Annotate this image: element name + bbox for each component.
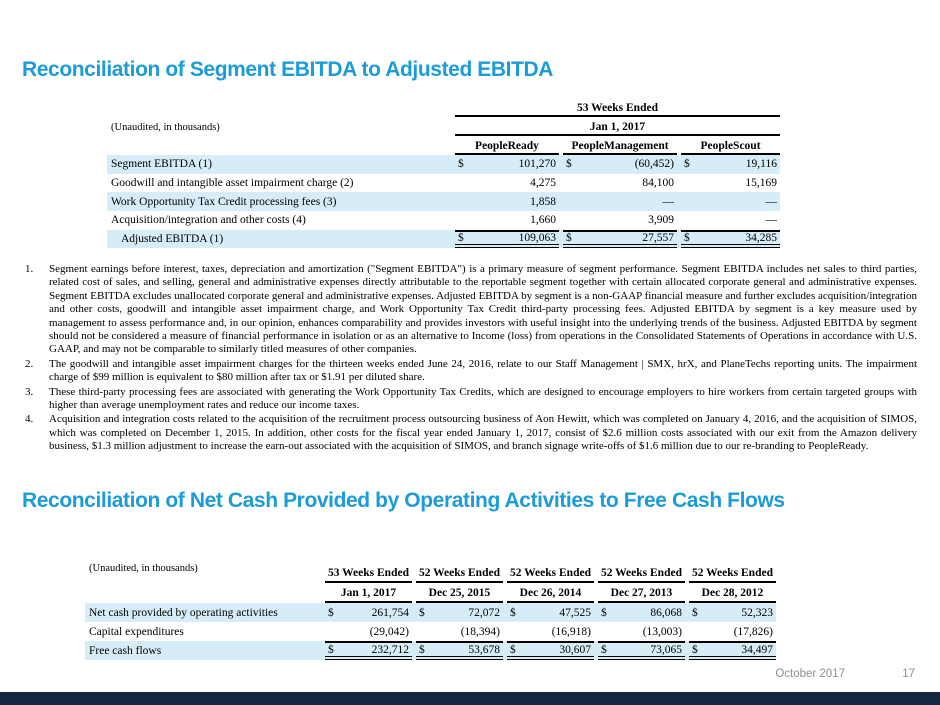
cell-value: (16,918) bbox=[551, 625, 591, 638]
date-header: Jan 1, 2017 bbox=[455, 119, 780, 136]
cell-value: 1,858 bbox=[530, 195, 556, 208]
section2-title: Reconciliation of Net Cash Provided by Operating Activities to Free Cash Flows bbox=[22, 489, 785, 512]
currency-symbol: $ bbox=[510, 643, 516, 656]
segment-ebitda-table bbox=[107, 100, 780, 248]
cell bbox=[598, 603, 685, 622]
currency-symbol: $ bbox=[601, 606, 607, 619]
column-headers bbox=[455, 138, 780, 155]
cell-value: 1,660 bbox=[530, 214, 556, 227]
cell-value: (60,452) bbox=[634, 158, 674, 171]
footnote-3 bbox=[25, 386, 917, 413]
table2-header bbox=[85, 553, 776, 583]
cell-value: 34,497 bbox=[741, 643, 773, 656]
currency-symbol: $ bbox=[566, 232, 572, 245]
row-label: Adjusted EBITDA (1) bbox=[121, 233, 224, 246]
period-header: 52 Weeks Ended bbox=[416, 553, 503, 583]
period-header: 53 Weeks Ended bbox=[455, 100, 780, 117]
date-header: Dec 26, 2014 bbox=[507, 585, 594, 603]
cell-value: 53,678 bbox=[468, 643, 500, 656]
footnote-text: Acquisition and integration costs related to the acquisition of the recruitment process outsourcing business of Aon Hewitt, which was completed on January 4, 2016, and the acquisition of SIMOS, which was completed on December 1, 2015. In addition, other costs for the fiscal year ended January 1, 2017, consist of $2.6 million costs associated with our exit from the Amazon delivery business, $1.3 million adjustment to increase the earn-out associated with the acquisition of SIMOS, and branch signage write-offs of $1.6 million due to our re-branding to PeopleReady. bbox=[49, 413, 917, 453]
currency-symbol: $ bbox=[328, 643, 334, 656]
footer-page-number: 17 bbox=[902, 668, 915, 680]
currency-symbol: $ bbox=[419, 643, 425, 656]
cell bbox=[598, 641, 685, 660]
column-header-peoplescout: PeopleScout bbox=[681, 138, 780, 155]
row-label: Free cash flows bbox=[89, 644, 162, 657]
cell-value: 19,116 bbox=[745, 158, 777, 171]
row-label: Net cash provided by operating activities bbox=[89, 606, 278, 619]
footnote-number: 3. bbox=[25, 385, 34, 398]
footnote-text: These third-party processing fees are associated with generating the Work Opportunity Tax Credits, which are designed to encourage employers to hire workers from certain targeted groups with higher than average unemployment rates and reduce our income taxes. bbox=[49, 385, 917, 412]
free-cash-flow-table bbox=[85, 553, 776, 660]
cell bbox=[455, 192, 559, 211]
cell bbox=[507, 622, 594, 641]
currency-symbol: $ bbox=[692, 643, 698, 656]
table-row bbox=[107, 211, 780, 230]
cell-value: 73,065 bbox=[650, 643, 682, 656]
bottom-accent-bar bbox=[0, 692, 940, 705]
table-total-row bbox=[107, 230, 780, 249]
cell-value: (13,003) bbox=[642, 625, 682, 638]
currency-symbol: $ bbox=[458, 232, 464, 245]
cell bbox=[681, 174, 780, 193]
cell bbox=[689, 603, 776, 622]
currency-symbol: $ bbox=[684, 158, 690, 171]
row-label: Acquisition/integration and other costs (4) bbox=[111, 214, 306, 227]
cell-value: 27,557 bbox=[642, 232, 674, 245]
cell-value: — bbox=[662, 195, 674, 208]
cell-value: 52,323 bbox=[741, 606, 773, 619]
cell bbox=[563, 211, 677, 230]
unaudited-label: (Unaudited, in thousands) bbox=[89, 562, 198, 574]
date-header: Dec 25, 2015 bbox=[416, 585, 503, 603]
cell bbox=[325, 622, 412, 641]
cell-value: — bbox=[765, 195, 777, 208]
cell bbox=[455, 174, 559, 193]
table1-period-area bbox=[455, 100, 780, 155]
cell-value: 4,275 bbox=[530, 177, 556, 190]
currency-symbol: $ bbox=[601, 643, 607, 656]
cell-value: (17,826) bbox=[733, 625, 773, 638]
cell bbox=[455, 155, 559, 174]
footnotes-list bbox=[25, 263, 917, 455]
column-header-peopleready: PeopleReady bbox=[455, 138, 559, 155]
cell bbox=[689, 641, 776, 660]
cell bbox=[455, 211, 559, 230]
cell-value: 47,525 bbox=[559, 606, 591, 619]
footnote-text: The goodwill and intangible asset impairment charges for the thirteen weeks ended June 24, 2016, relate to our Staff Management | SMX, hrX, and PlaneTechs reporting units. The impairment charge of $99 million is equivalent to $80 million after tax or $1.91 per diluted share. bbox=[49, 357, 917, 384]
row-label: Segment EBITDA (1) bbox=[111, 158, 212, 171]
cell bbox=[563, 230, 677, 249]
cell bbox=[455, 230, 559, 249]
footer-date: October 2017 bbox=[775, 668, 845, 680]
currency-symbol: $ bbox=[458, 158, 464, 171]
table-row bbox=[107, 174, 780, 193]
cell bbox=[416, 603, 503, 622]
cell-value: 101,270 bbox=[518, 158, 556, 171]
period-header: 52 Weeks Ended bbox=[598, 553, 685, 583]
cell-value: (18,394) bbox=[460, 625, 500, 638]
footnote-4 bbox=[25, 413, 917, 453]
footnote-number: 2. bbox=[25, 357, 34, 370]
cell bbox=[507, 603, 594, 622]
cell-value: 84,100 bbox=[642, 177, 674, 190]
table1-header bbox=[107, 100, 780, 155]
currency-symbol: $ bbox=[692, 606, 698, 619]
cell-value: 86,068 bbox=[650, 606, 682, 619]
cell-value: 15,169 bbox=[745, 177, 777, 190]
cell-value: 261,754 bbox=[371, 606, 409, 619]
cell-value: 72,072 bbox=[468, 606, 500, 619]
row-label: Work Opportunity Tax Credit processing fees (3) bbox=[111, 195, 337, 208]
date-header: Jan 1, 2017 bbox=[325, 585, 412, 603]
footnote-2 bbox=[25, 358, 917, 385]
cell bbox=[563, 192, 677, 211]
cell bbox=[325, 603, 412, 622]
cell-value: 232,712 bbox=[371, 643, 409, 656]
date-header: Dec 27, 2013 bbox=[598, 585, 685, 603]
table-row bbox=[107, 155, 780, 174]
table2-date-header bbox=[85, 585, 776, 603]
footnote-text: Segment earnings before interest, taxes, depreciation and amortization ("Segment EBITDA") is a primary measure of segment performance. Segment EBITDA includes net sales to third parties, related cost of sales, and selling, general and administrative expenses directly attributable to the reportable segment together with certain allocated corporate general and administrative expenses. Segment EBITDA excludes unallocated corporate general and administrative expenses. Adjusted EBITDA by segment is a non-GAAP financial measure and further excludes acquisition/integration and other costs, goodwill and intangible asset impairment charge, and Work Opportunity Tax Credit third-party processing fees. Adjusted EBITDA by segment is a key measure used by management to assess performance and, in our opinion, enhances comparability and provides investors with useful insight into the underlying trends of the business. Adjusted EBITDA by segment should not be considered a measure of financial performance in isolation or as an alternative to Income (loss) from operations in the Consolidated Statements of Operations in accordance with U.S. GAAP, and may not be comparable to similarly titled measures of other companies. bbox=[49, 263, 917, 356]
column-header-peoplemanagement: PeopleManagement bbox=[563, 138, 677, 155]
cell-value: (29,042) bbox=[369, 625, 409, 638]
currency-symbol: $ bbox=[419, 606, 425, 619]
cell bbox=[507, 641, 594, 660]
cell bbox=[325, 641, 412, 660]
footnote-number: 4. bbox=[25, 413, 34, 426]
period-header: 52 Weeks Ended bbox=[507, 553, 594, 583]
footnote-number: 1. bbox=[25, 263, 34, 275]
cell-value: 3,909 bbox=[648, 214, 674, 227]
row-label: Capital expenditures bbox=[89, 625, 184, 638]
cell-value: 34,285 bbox=[745, 232, 777, 245]
cell-value: 109,063 bbox=[518, 232, 556, 245]
row-label: Goodwill and intangible asset impairment charge (2) bbox=[111, 177, 354, 190]
cell bbox=[416, 622, 503, 641]
cell bbox=[681, 230, 780, 249]
cell bbox=[598, 622, 685, 641]
period-header: 53 Weeks Ended bbox=[325, 553, 412, 583]
cell bbox=[681, 155, 780, 174]
section1-title: Reconciliation of Segment EBITDA to Adjusted EBITDA bbox=[22, 58, 554, 81]
period-header: 52 Weeks Ended bbox=[689, 553, 776, 583]
cell-value: 30,607 bbox=[559, 643, 591, 656]
cell bbox=[563, 155, 677, 174]
currency-symbol: $ bbox=[684, 232, 690, 245]
cell bbox=[681, 211, 780, 230]
currency-symbol: $ bbox=[510, 606, 516, 619]
cell bbox=[416, 641, 503, 660]
cell bbox=[689, 622, 776, 641]
cell-value: — bbox=[765, 214, 777, 227]
table-row bbox=[85, 603, 776, 622]
date-header: Dec 28, 2012 bbox=[689, 585, 776, 603]
table-row bbox=[107, 192, 780, 211]
currency-symbol: $ bbox=[566, 158, 572, 171]
table-row bbox=[85, 622, 776, 641]
cell bbox=[681, 192, 780, 211]
table-total-row bbox=[85, 641, 776, 660]
cell bbox=[563, 174, 677, 193]
currency-symbol: $ bbox=[328, 606, 334, 619]
footnote-1 bbox=[25, 263, 917, 357]
unaudited-label: (Unaudited, in thousands) bbox=[111, 122, 220, 133]
